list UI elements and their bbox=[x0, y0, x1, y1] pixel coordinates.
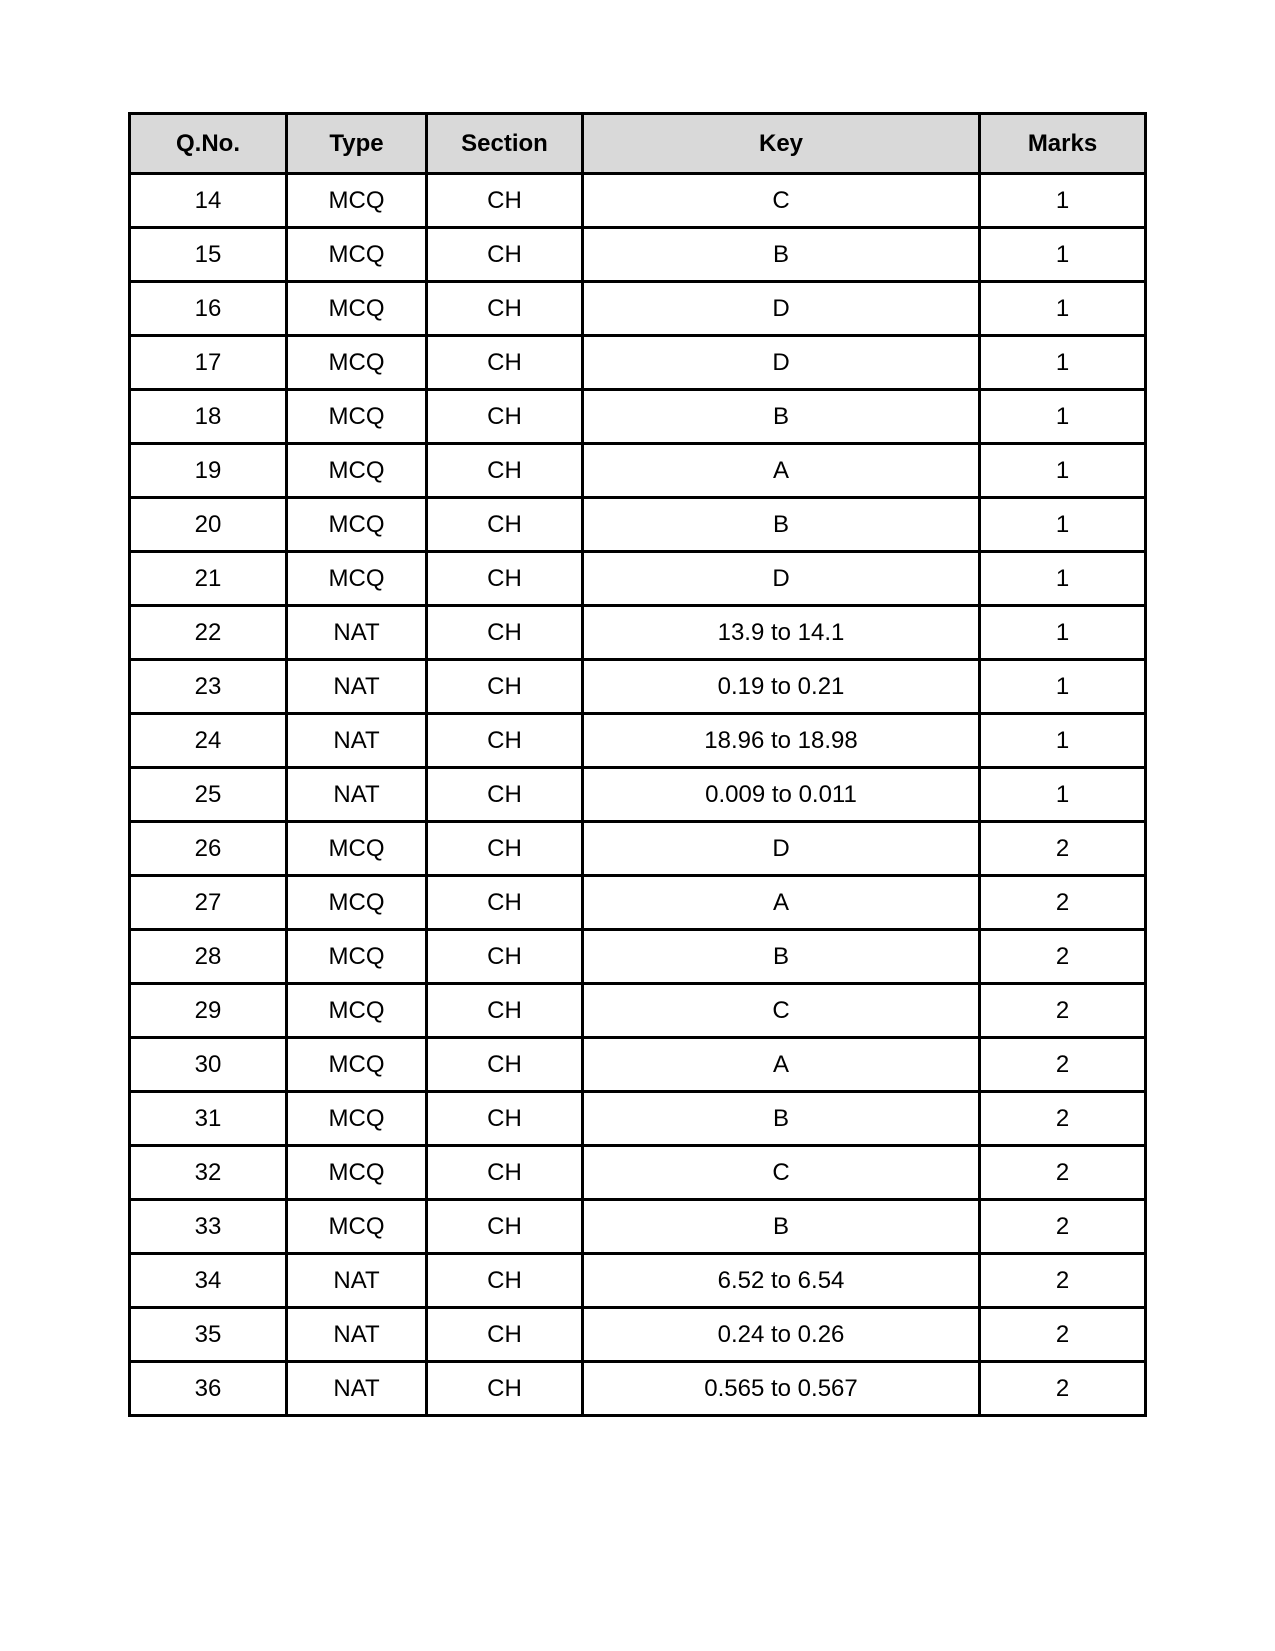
header-qno: Q.No. bbox=[130, 114, 287, 174]
cell-qno: 34 bbox=[130, 1254, 287, 1308]
cell-qno: 32 bbox=[130, 1146, 287, 1200]
cell-qno: 33 bbox=[130, 1200, 287, 1254]
cell-marks: 2 bbox=[980, 1092, 1146, 1146]
cell-qno: 17 bbox=[130, 336, 287, 390]
cell-section: CH bbox=[427, 1038, 583, 1092]
cell-section: CH bbox=[427, 930, 583, 984]
cell-type: MCQ bbox=[287, 1038, 427, 1092]
cell-qno: 16 bbox=[130, 282, 287, 336]
table-header bbox=[130, 114, 1146, 174]
cell-type: MCQ bbox=[287, 984, 427, 1038]
cell-key: A bbox=[583, 876, 980, 930]
cell-section: CH bbox=[427, 174, 583, 228]
table-row bbox=[130, 390, 1146, 444]
table-row bbox=[130, 1254, 1146, 1308]
cell-section: CH bbox=[427, 552, 583, 606]
cell-marks: 2 bbox=[980, 1200, 1146, 1254]
table-row bbox=[130, 984, 1146, 1038]
cell-type: MCQ bbox=[287, 930, 427, 984]
cell-section: CH bbox=[427, 1146, 583, 1200]
cell-section: CH bbox=[427, 768, 583, 822]
cell-type: NAT bbox=[287, 714, 427, 768]
cell-qno: 22 bbox=[130, 606, 287, 660]
cell-section: CH bbox=[427, 660, 583, 714]
table-row bbox=[130, 228, 1146, 282]
table-row bbox=[130, 444, 1146, 498]
table-row bbox=[130, 1362, 1146, 1416]
cell-qno: 18 bbox=[130, 390, 287, 444]
cell-key: D bbox=[583, 552, 980, 606]
cell-section: CH bbox=[427, 1254, 583, 1308]
cell-section: CH bbox=[427, 714, 583, 768]
cell-section: CH bbox=[427, 444, 583, 498]
cell-qno: 25 bbox=[130, 768, 287, 822]
cell-key: 0.009 to 0.011 bbox=[583, 768, 980, 822]
cell-type: NAT bbox=[287, 1254, 427, 1308]
header-type: Type bbox=[287, 114, 427, 174]
cell-marks: 1 bbox=[980, 660, 1146, 714]
cell-qno: 19 bbox=[130, 444, 287, 498]
table-row bbox=[130, 714, 1146, 768]
cell-qno: 28 bbox=[130, 930, 287, 984]
cell-qno: 26 bbox=[130, 822, 287, 876]
cell-type: NAT bbox=[287, 1362, 427, 1416]
cell-section: CH bbox=[427, 336, 583, 390]
cell-marks: 1 bbox=[980, 390, 1146, 444]
cell-qno: 15 bbox=[130, 228, 287, 282]
cell-key: C bbox=[583, 1146, 980, 1200]
table-row bbox=[130, 498, 1146, 552]
cell-marks: 2 bbox=[980, 1362, 1146, 1416]
cell-marks: 1 bbox=[980, 174, 1146, 228]
cell-marks: 2 bbox=[980, 822, 1146, 876]
cell-type: MCQ bbox=[287, 282, 427, 336]
cell-key: B bbox=[583, 498, 980, 552]
header-marks: Marks bbox=[980, 114, 1146, 174]
header-row bbox=[130, 114, 1146, 174]
cell-marks: 2 bbox=[980, 1146, 1146, 1200]
cell-type: MCQ bbox=[287, 552, 427, 606]
cell-marks: 2 bbox=[980, 984, 1146, 1038]
cell-section: CH bbox=[427, 984, 583, 1038]
cell-marks: 1 bbox=[980, 282, 1146, 336]
cell-qno: 23 bbox=[130, 660, 287, 714]
cell-key: D bbox=[583, 822, 980, 876]
cell-qno: 27 bbox=[130, 876, 287, 930]
cell-marks: 2 bbox=[980, 1308, 1146, 1362]
cell-key: D bbox=[583, 336, 980, 390]
cell-marks: 1 bbox=[980, 228, 1146, 282]
cell-type: MCQ bbox=[287, 1146, 427, 1200]
table-body bbox=[130, 174, 1146, 1416]
table-row bbox=[130, 1092, 1146, 1146]
cell-qno: 24 bbox=[130, 714, 287, 768]
table-row bbox=[130, 660, 1146, 714]
cell-key: 0.24 to 0.26 bbox=[583, 1308, 980, 1362]
header-section: Section bbox=[427, 114, 583, 174]
cell-qno: 29 bbox=[130, 984, 287, 1038]
cell-marks: 2 bbox=[980, 1254, 1146, 1308]
cell-marks: 1 bbox=[980, 552, 1146, 606]
cell-type: MCQ bbox=[287, 174, 427, 228]
cell-section: CH bbox=[427, 822, 583, 876]
table-row bbox=[130, 768, 1146, 822]
cell-section: CH bbox=[427, 1200, 583, 1254]
cell-type: MCQ bbox=[287, 876, 427, 930]
cell-qno: 35 bbox=[130, 1308, 287, 1362]
table-row bbox=[130, 1200, 1146, 1254]
cell-qno: 20 bbox=[130, 498, 287, 552]
cell-key: D bbox=[583, 282, 980, 336]
cell-key: 18.96 to 18.98 bbox=[583, 714, 980, 768]
cell-marks: 2 bbox=[980, 876, 1146, 930]
table-row bbox=[130, 336, 1146, 390]
table-row bbox=[130, 606, 1146, 660]
cell-key: B bbox=[583, 390, 980, 444]
table-row bbox=[130, 282, 1146, 336]
cell-section: CH bbox=[427, 498, 583, 552]
cell-key: A bbox=[583, 444, 980, 498]
table-row bbox=[130, 876, 1146, 930]
cell-key: B bbox=[583, 228, 980, 282]
cell-qno: 14 bbox=[130, 174, 287, 228]
cell-type: MCQ bbox=[287, 822, 427, 876]
cell-qno: 30 bbox=[130, 1038, 287, 1092]
cell-type: MCQ bbox=[287, 444, 427, 498]
cell-key: C bbox=[583, 984, 980, 1038]
cell-section: CH bbox=[427, 1308, 583, 1362]
cell-section: CH bbox=[427, 1092, 583, 1146]
cell-marks: 2 bbox=[980, 1038, 1146, 1092]
cell-key: A bbox=[583, 1038, 980, 1092]
table-row bbox=[130, 1308, 1146, 1362]
cell-qno: 36 bbox=[130, 1362, 287, 1416]
cell-marks: 1 bbox=[980, 498, 1146, 552]
cell-marks: 1 bbox=[980, 336, 1146, 390]
cell-marks: 1 bbox=[980, 768, 1146, 822]
cell-qno: 21 bbox=[130, 552, 287, 606]
cell-section: CH bbox=[427, 876, 583, 930]
cell-key: B bbox=[583, 1092, 980, 1146]
cell-marks: 2 bbox=[980, 930, 1146, 984]
table-row bbox=[130, 1038, 1146, 1092]
cell-marks: 1 bbox=[980, 606, 1146, 660]
cell-marks: 1 bbox=[980, 714, 1146, 768]
cell-key: C bbox=[583, 174, 980, 228]
cell-key: 6.52 to 6.54 bbox=[583, 1254, 980, 1308]
cell-section: CH bbox=[427, 1362, 583, 1416]
answer-key-table bbox=[128, 112, 1147, 1417]
cell-key: 0.19 to 0.21 bbox=[583, 660, 980, 714]
cell-type: NAT bbox=[287, 768, 427, 822]
cell-marks: 1 bbox=[980, 444, 1146, 498]
table-row bbox=[130, 1146, 1146, 1200]
table-row bbox=[130, 174, 1146, 228]
cell-type: MCQ bbox=[287, 1092, 427, 1146]
table-row bbox=[130, 552, 1146, 606]
table-row bbox=[130, 822, 1146, 876]
cell-section: CH bbox=[427, 390, 583, 444]
table-row bbox=[130, 930, 1146, 984]
cell-key: B bbox=[583, 930, 980, 984]
cell-type: NAT bbox=[287, 1308, 427, 1362]
cell-key: 13.9 to 14.1 bbox=[583, 606, 980, 660]
header-key: Key bbox=[583, 114, 980, 174]
cell-section: CH bbox=[427, 282, 583, 336]
cell-key: 0.565 to 0.567 bbox=[583, 1362, 980, 1416]
cell-type: NAT bbox=[287, 606, 427, 660]
cell-type: NAT bbox=[287, 660, 427, 714]
cell-type: MCQ bbox=[287, 228, 427, 282]
cell-section: CH bbox=[427, 228, 583, 282]
cell-section: CH bbox=[427, 606, 583, 660]
cell-type: MCQ bbox=[287, 390, 427, 444]
cell-type: MCQ bbox=[287, 498, 427, 552]
cell-type: MCQ bbox=[287, 1200, 427, 1254]
cell-qno: 31 bbox=[130, 1092, 287, 1146]
cell-key: B bbox=[583, 1200, 980, 1254]
cell-type: MCQ bbox=[287, 336, 427, 390]
